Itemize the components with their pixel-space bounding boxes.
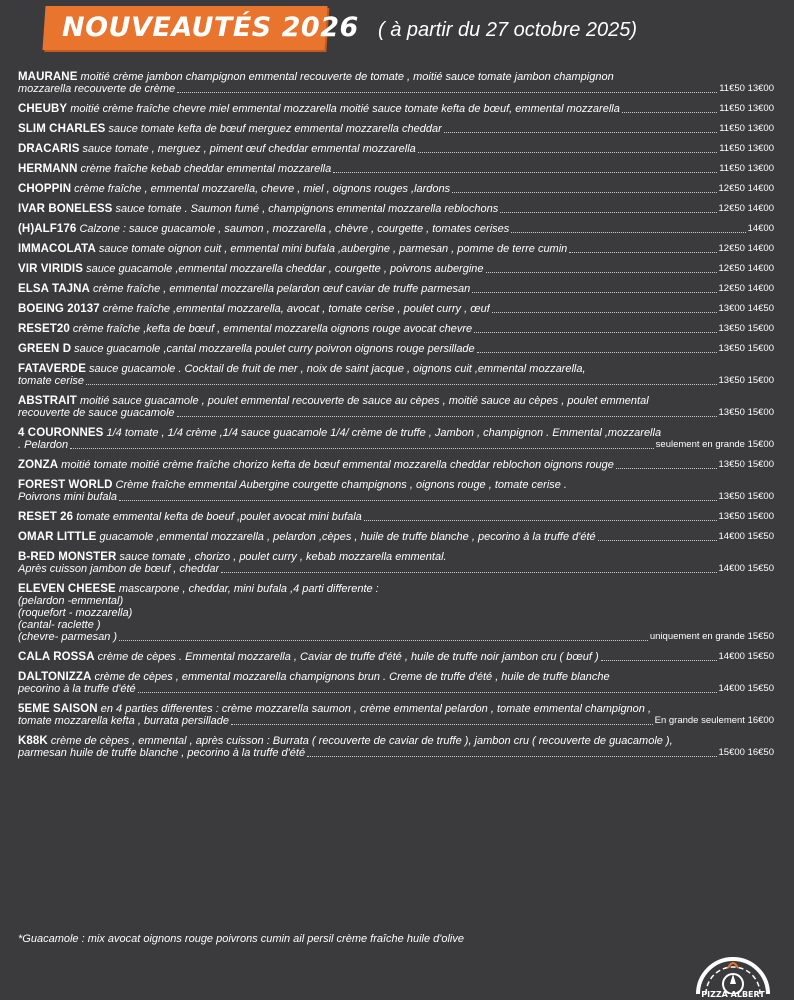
menu-item xyxy=(18,479,778,503)
menu-item-line xyxy=(18,563,778,575)
menu-item-line xyxy=(18,223,778,235)
menu-item-line xyxy=(18,283,778,295)
menu-item-line xyxy=(18,735,778,747)
menu-list xyxy=(18,71,778,767)
pizza-description: crème fraîche kebab cheddar emmental mozzarella xyxy=(77,163,332,175)
menu-item-line xyxy=(18,551,778,563)
pizza-description: sauce tomate . Saumon fumé , champignons emmental mozzarella reblochons xyxy=(112,203,499,215)
pizza-description-cont: . Pelardon xyxy=(18,439,69,451)
dot-leader xyxy=(601,659,717,661)
menu-item-line xyxy=(18,303,778,315)
menu-item xyxy=(18,223,778,235)
menu-item-line xyxy=(18,243,778,255)
menu-item-line xyxy=(18,71,778,83)
pizza-description: guacamole ,emmental mozzarella , pelardon ,cèpes , huile de truffe blanche , pecorino à la truffe d'été xyxy=(96,531,596,543)
menu-item-line xyxy=(18,631,778,643)
menu-item-line xyxy=(18,439,778,451)
pizza-description-cont: Après cuisson jambon de bœuf , cheddar xyxy=(18,563,220,575)
pizza-name: FATAVERDE xyxy=(18,363,86,375)
pizza-price: 13€50 15€00 xyxy=(718,511,774,522)
menu-item-line xyxy=(18,511,778,523)
menu-item xyxy=(18,123,778,135)
menu-item xyxy=(18,283,778,295)
menu-item-line xyxy=(18,715,778,727)
menu-item-line xyxy=(18,583,778,595)
pizza-price: seulement en grande 15€00 xyxy=(655,439,774,450)
menu-item-line xyxy=(18,375,778,387)
pizza-price: 13€50 15€00 xyxy=(718,459,774,470)
pizza-price: 14€00 15€50 xyxy=(718,563,774,574)
pizza-name: OMAR LITTLE xyxy=(18,531,97,543)
pizza-name: ABSTRAIT xyxy=(18,395,77,407)
pizza-name: HERMANN xyxy=(18,163,78,175)
menu-item-line xyxy=(18,683,778,695)
pizza-price: 14€00 15€50 xyxy=(718,683,774,694)
pizza-name: ELSA TAJNA xyxy=(18,283,90,295)
menu-item xyxy=(18,551,778,575)
menu-item-line xyxy=(18,407,778,419)
pizza-description: crème de cèpes . Emmental mozzarella , Caviar de truffe d'été , huile de truffe noir jambon cru ( bœuf ) xyxy=(94,651,599,663)
menu-item xyxy=(18,395,778,419)
menu-item xyxy=(18,735,778,759)
menu-item xyxy=(18,103,778,115)
menu-item xyxy=(18,243,778,255)
pizza-name: ZONZA xyxy=(18,459,59,471)
dot-leader xyxy=(598,539,717,541)
pizza-price: 14€00 15€50 xyxy=(718,651,774,662)
menu-item xyxy=(18,651,778,663)
pizza-price: 11€50 13€00 xyxy=(719,123,774,134)
dot-leader xyxy=(474,331,716,333)
pizza-price: 13€50 15€00 xyxy=(718,375,774,386)
dot-leader xyxy=(221,571,716,573)
pizza-description: moitié crème fraîche chevre miel emmental mozzarella moitié sauce tomate kefta de bœuf, emmental mozzarella xyxy=(67,103,620,115)
logo-text: PIZZA ALBERT xyxy=(701,990,765,999)
pizza-description: sauce tomate , merguez , piment œuf cheddar emmental mozzarella xyxy=(79,143,416,155)
pizza-description-cont: tomate mozzarella kefta , burrata persillade xyxy=(18,715,229,727)
dot-leader xyxy=(569,251,716,253)
menu-item-line xyxy=(18,479,778,491)
dot-leader xyxy=(177,415,717,417)
pizza-description: en 4 parties differentes : crème mozzarella saumon , crème emmental pelardon , tomate emmental champignon , xyxy=(97,703,652,715)
dot-leader xyxy=(231,723,653,725)
pizza-name: FOREST WORLD xyxy=(18,479,113,491)
pizza-name: SLIM CHARLES xyxy=(18,123,106,135)
pizza-price: 11€50 13€00 xyxy=(719,143,774,154)
header xyxy=(0,0,794,60)
pizza-name: 4 COURONNES xyxy=(18,427,104,439)
menu-item xyxy=(18,263,778,275)
pizza-price: 13€50 15€00 xyxy=(718,407,774,418)
pizza-description: sauce guacamole ,cantal mozzarella poulet curry poivron oignons rouge persillade xyxy=(71,343,475,355)
pizza-description: Calzone : sauce guacamole , saumon , mozzarella , chèvre , courgette , tomates cerises xyxy=(76,223,510,235)
pizza-description-line: (roquefort - mozzarella) xyxy=(18,607,133,619)
pizza-name: IMMACOLATA xyxy=(18,243,96,255)
pizza-name: DRACARIS xyxy=(18,143,80,155)
pizza-description: moitié sauce guacamole , poulet emmental recouverte de sauce au cèpes , moitié sauce au cèpes , poulet emmental xyxy=(76,395,649,407)
menu-item xyxy=(18,71,778,95)
dot-leader xyxy=(472,291,716,293)
pizza-description: sauce guacamole ,emmental mozzarella cheddar , courgette , poivrons aubergine xyxy=(83,263,484,275)
menu-item-line xyxy=(18,323,778,335)
menu-item-line xyxy=(18,103,778,115)
dot-leader xyxy=(500,211,716,213)
pizza-name: K88K xyxy=(18,735,48,747)
pizza-description: crème fraîche , emmental mozzarella, chevre , miel , oignons rouges ,lardons xyxy=(71,183,451,195)
pizza-description-cont: tomate cerise xyxy=(18,375,85,387)
dot-leader xyxy=(119,499,716,501)
pizza-description: crème fraîche ,emmental mozzarella, avocat , tomate cerise , poulet curry , œuf xyxy=(99,303,490,315)
pizza-description: sauce guacamole . Cocktail de fruit de mer , noix de saint jacque , oignons cuit ,emmental mozzarella, xyxy=(86,363,586,375)
pizza-name: RESET 26 xyxy=(18,511,74,523)
menu-item xyxy=(18,343,778,355)
pizza-name: IVAR BONELESS xyxy=(18,203,113,215)
menu-item-line xyxy=(18,459,778,471)
pizza-price: uniquement en grande 15€50 xyxy=(649,631,774,642)
menu-item xyxy=(18,183,778,195)
pizza-description-line: (cantal- raclette ) xyxy=(18,619,101,631)
logo xyxy=(690,944,776,1000)
pizza-name: MAURANE xyxy=(18,71,78,83)
pizza-description-cont: mozzarella recouverte de crème xyxy=(18,83,176,95)
dot-leader xyxy=(452,191,716,193)
menu-item-line xyxy=(18,183,778,195)
pizza-description-line: (pelardon -emmental) xyxy=(18,595,124,607)
dot-leader xyxy=(138,691,717,693)
pizza-price: 13€50 15€00 xyxy=(718,323,774,334)
pizza-price: 12€50 14€00 xyxy=(718,203,774,214)
menu-item-line xyxy=(18,263,778,275)
pizza-description: sauce tomate oignon cuit , emmental mini bufala ,aubergine , parmesan , pomme de terre cumin xyxy=(95,243,568,255)
page-title: NOUVEAUTÉS 2026 xyxy=(62,12,359,43)
pizza-price: 13€50 15€00 xyxy=(718,343,774,354)
dot-leader xyxy=(364,519,717,521)
menu-item-line xyxy=(18,343,778,355)
menu-item-line xyxy=(18,427,778,439)
menu-item-line xyxy=(18,651,778,663)
dot-leader xyxy=(333,171,717,173)
pizza-price: 12€50 14€00 xyxy=(718,263,774,274)
dot-leader xyxy=(119,639,648,641)
pizza-name: ELEVEN CHEESE xyxy=(18,583,116,595)
pizza-name: CHOPPIN xyxy=(18,183,72,195)
pizza-price: 13€00 14€50 xyxy=(718,303,774,314)
pizza-price: En grande seulement 16€00 xyxy=(654,715,774,726)
pizza-name: BOEING 20137 xyxy=(18,303,100,315)
pizza-name: DALTONIZZA xyxy=(18,671,92,683)
pizza-description: sauce tomate kefta de bœuf merguez emmental mozzarella cheddar xyxy=(105,123,442,135)
menu-item-line xyxy=(18,203,778,215)
menu-item xyxy=(18,671,778,695)
dot-leader xyxy=(477,351,717,353)
dot-leader xyxy=(622,111,717,113)
menu-item-line xyxy=(18,491,778,503)
menu-item xyxy=(18,143,778,155)
pizza-description-cont: parmesan huile de truffe blanche , pecorino à la truffe d'été xyxy=(18,747,306,759)
dot-leader xyxy=(616,467,717,469)
dot-leader xyxy=(444,131,717,133)
pizza-oven-icon xyxy=(690,944,776,994)
menu-item xyxy=(18,459,778,471)
footnote: *Guacamole : mix avocat oignons rouge poivrons cumin ail persil crème fraîche huile d'olive xyxy=(18,933,464,945)
dot-leader xyxy=(307,755,716,757)
pizza-price: 14€00 xyxy=(747,223,774,234)
pizza-name: 5EME SAISON xyxy=(18,703,98,715)
menu-item xyxy=(18,363,778,387)
dot-leader xyxy=(86,383,716,385)
pizza-price: 11€50 13€00 xyxy=(719,163,774,174)
dot-leader xyxy=(70,447,654,449)
menu-item xyxy=(18,511,778,523)
pizza-name: RESET20 xyxy=(18,323,70,335)
pizza-description-cont: recouverte de sauce guacamole xyxy=(18,407,175,419)
dot-leader xyxy=(511,231,745,233)
pizza-price: 12€50 14€00 xyxy=(718,243,774,254)
pizza-name: B-RED MONSTER xyxy=(18,551,117,563)
menu-item-line xyxy=(18,395,778,407)
pizza-price: 15€00 16€50 xyxy=(718,747,774,758)
menu-item-line xyxy=(18,747,778,759)
pizza-description-cont: pecorino à la truffe d'été xyxy=(18,683,136,695)
menu-item-line xyxy=(18,143,778,155)
pizza-description: tomate emmental kefta de boeuf ,poulet avocat mini bufala xyxy=(73,511,362,523)
pizza-price: 12€50 14€00 xyxy=(718,283,774,294)
menu-item xyxy=(18,427,778,451)
pizza-description: crème de cèpes , emmental , après cuisson : Burrata ( recouverte de caviar de truffe ), jambon cru ( recouverte de guacamole ), xyxy=(47,735,673,747)
pizza-description: moitié crème jambon champignon emmental recouverte de tomate , moitié sauce tomate jambon champignon xyxy=(77,71,614,83)
dot-leader xyxy=(492,311,717,313)
page-subtitle: ( à partir du 27 octobre 2025) xyxy=(378,19,638,41)
pizza-description: sauce tomate , chorizo , poulet curry , kebab mozzarella emmental. xyxy=(116,551,447,563)
menu-item xyxy=(18,323,778,335)
menu-item xyxy=(18,163,778,175)
menu-item-line xyxy=(18,671,778,683)
menu-item xyxy=(18,583,778,643)
menu-item xyxy=(18,303,778,315)
menu-item xyxy=(18,203,778,215)
menu-item-line xyxy=(18,363,778,375)
pizza-price: 12€50 14€00 xyxy=(718,183,774,194)
dot-leader xyxy=(486,271,717,273)
dot-leader xyxy=(418,151,717,153)
pizza-name: GREEN D xyxy=(18,343,72,355)
pizza-description-cont: (chevre- parmesan ) xyxy=(18,631,118,643)
menu-item-line xyxy=(18,83,778,95)
pizza-description: crème de cèpes , emmental mozzarella champignons brun . Creme de truffe d'été , huile de truffe blanche xyxy=(91,671,610,683)
menu-item xyxy=(18,703,778,727)
pizza-description: Crème fraîche emmental Aubergine courgette champignons , oignons rouge , tomate cerise . xyxy=(112,479,567,491)
pizza-name: (H)ALF176 xyxy=(18,223,77,235)
pizza-price: 11€50 13€00 xyxy=(719,83,774,94)
pizza-description: crème fraîche , emmental mozzarella pelardon œuf caviar de truffe parmesan xyxy=(89,283,471,295)
pizza-description: 1/4 tomate , 1/4 crème ,1/4 sauce guacamole 1/4/ crème de truffe , Jambon , champignon . Emmental ,mozzarella xyxy=(103,427,662,439)
pizza-name: VIR VIRIDIS xyxy=(18,263,84,275)
pizza-price: 14€00 15€50 xyxy=(718,531,774,542)
pizza-name: CALA ROSSA xyxy=(18,651,95,663)
menu-item-line xyxy=(18,123,778,135)
menu-item-line xyxy=(18,163,778,175)
dot-leader xyxy=(177,91,717,93)
menu-item xyxy=(18,531,778,543)
pizza-name: CHEUBY xyxy=(18,103,68,115)
pizza-description: crème fraîche ,kefta de bœuf , emmental mozzarella oignons rouge avocat chevre xyxy=(69,323,473,335)
pizza-description: moitié tomate moitié crème fraîche chorizo kefta de bœuf emmental mozzarella cheddar reblochon oignons rouge xyxy=(58,459,614,471)
pizza-description: mascarpone , cheddar, mini bufala ,4 parti differente : xyxy=(115,583,379,595)
pizza-description-cont: Poivrons mini bufala xyxy=(18,491,118,503)
pizza-price: 13€50 15€00 xyxy=(718,491,774,502)
menu-item-line xyxy=(18,703,778,715)
pizza-price: 11€50 13€00 xyxy=(719,103,774,114)
menu-item-line xyxy=(18,531,778,543)
